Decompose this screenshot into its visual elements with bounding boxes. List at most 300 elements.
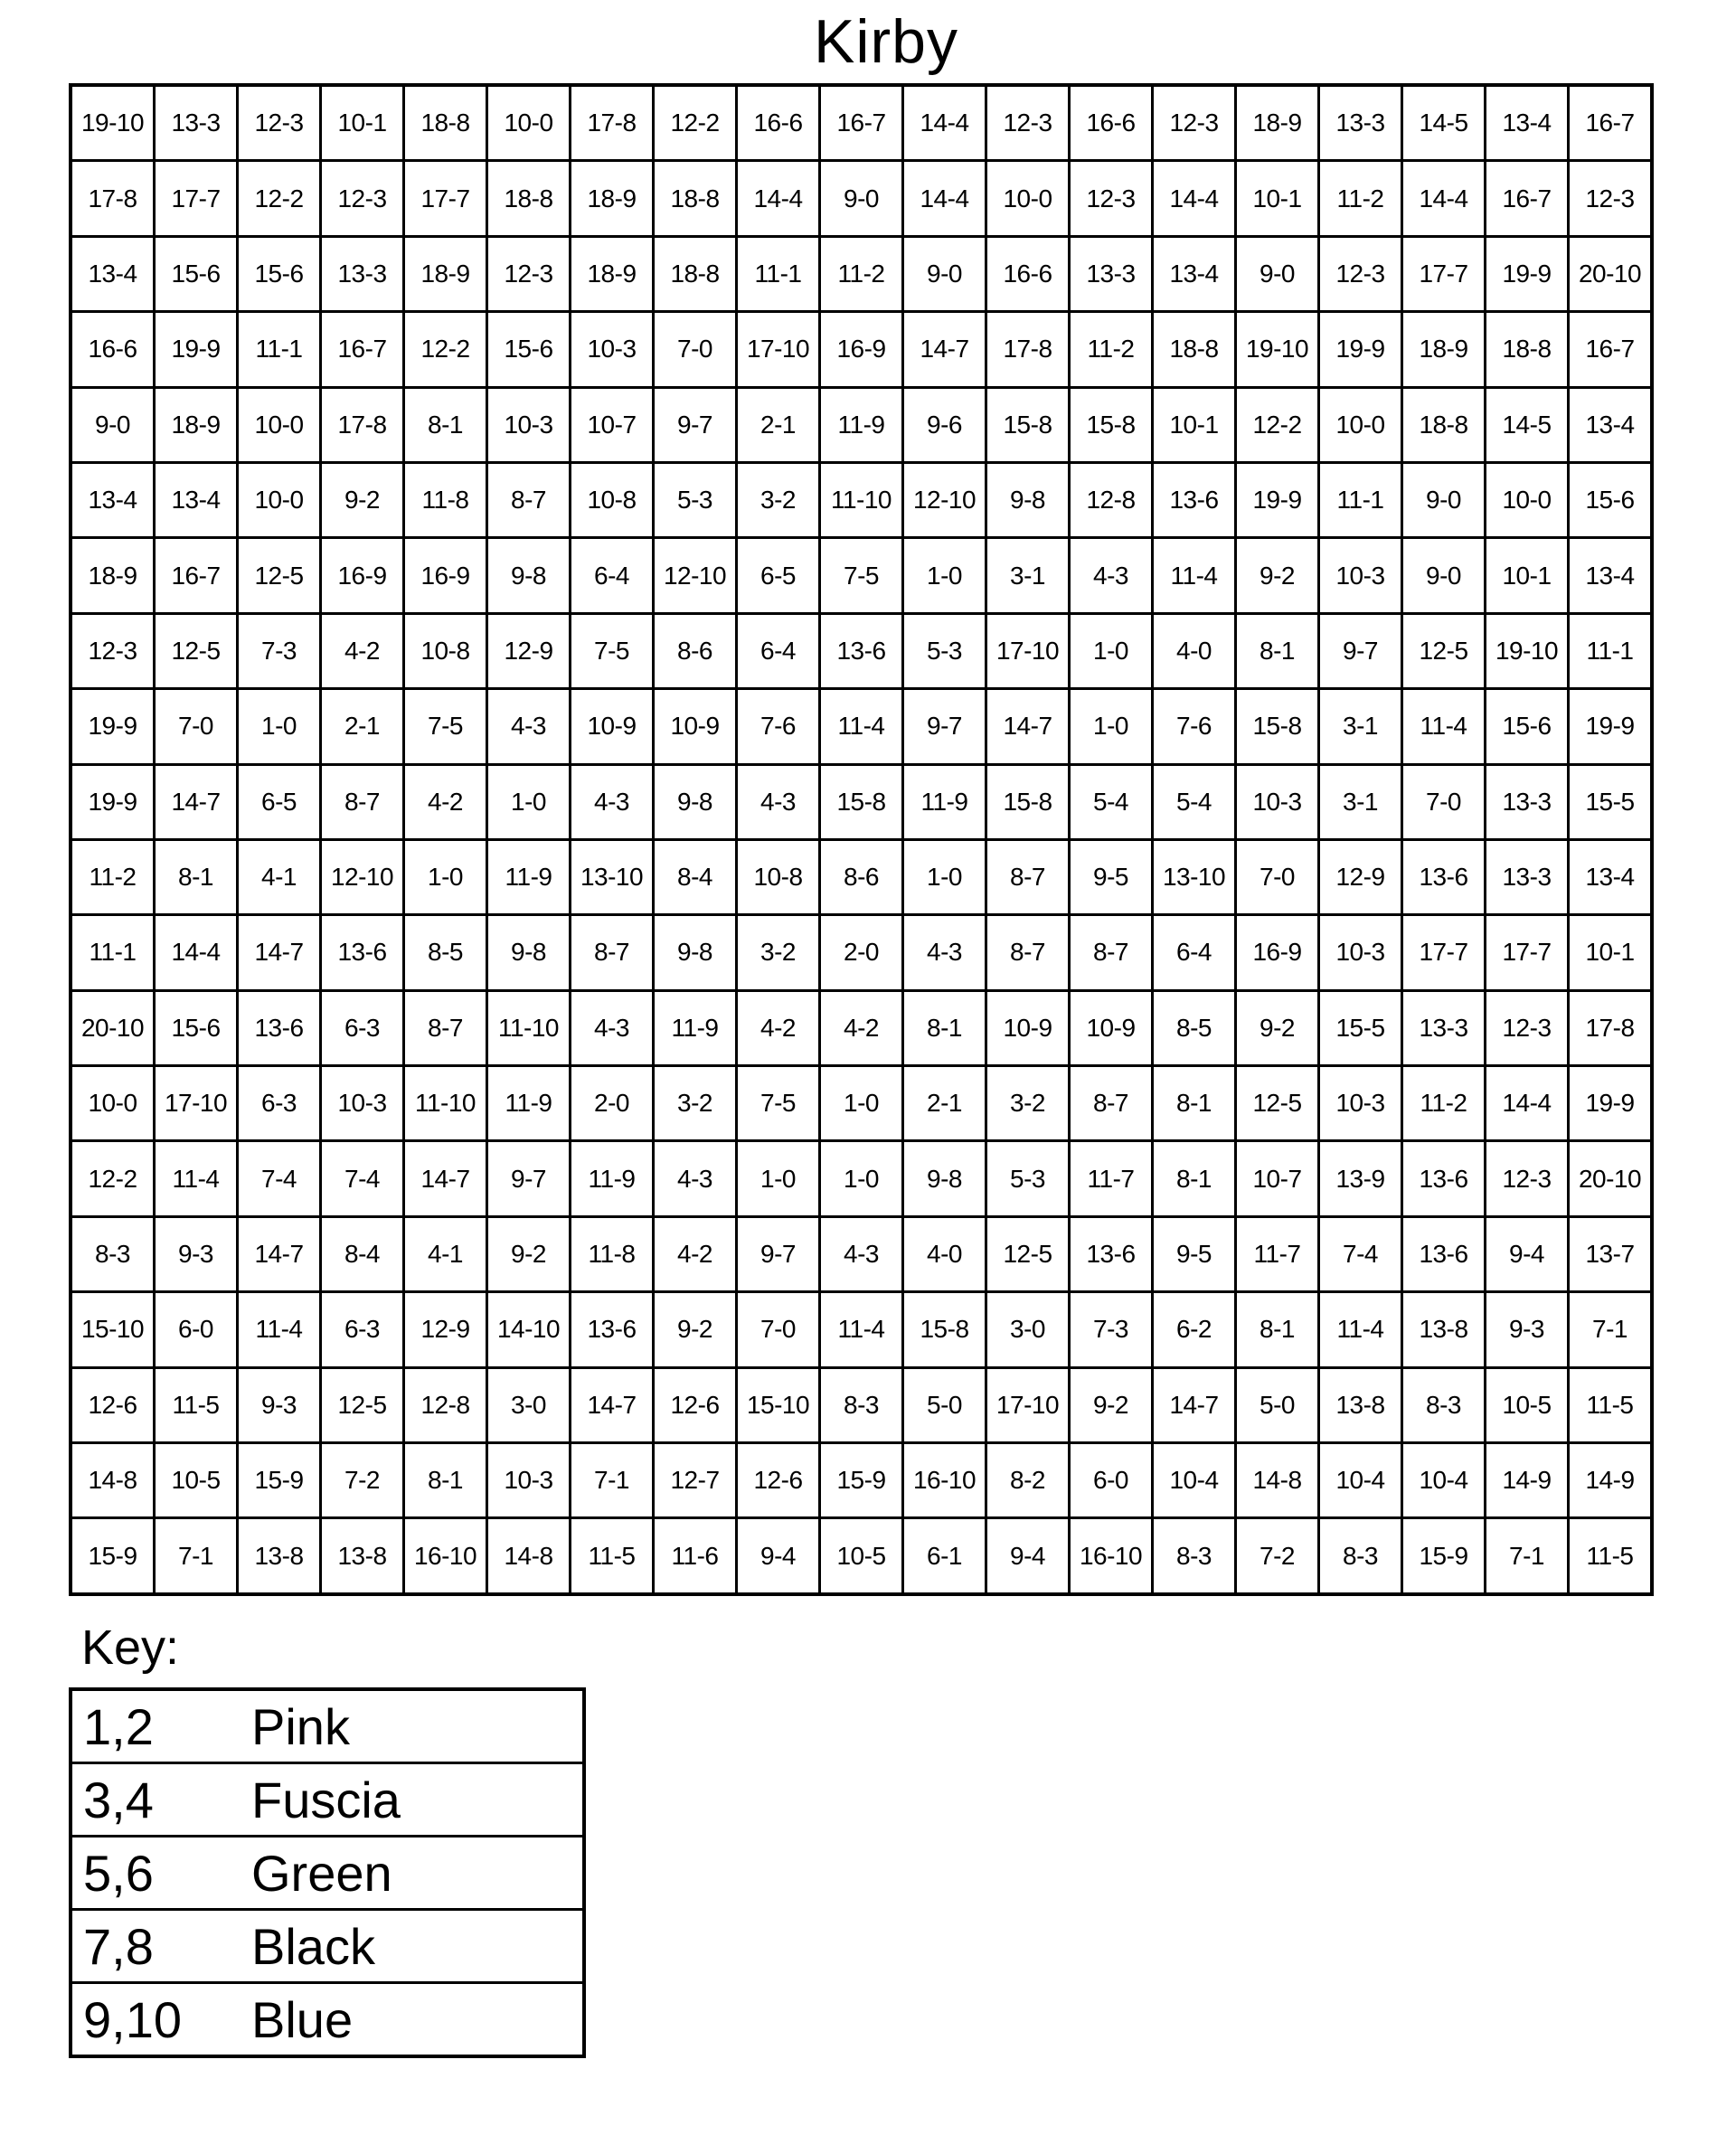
grid-cell: 11-7 <box>1236 1216 1319 1291</box>
grid-cell: 9-0 <box>71 387 155 462</box>
grid-cell: 6-4 <box>571 538 654 613</box>
grid-cell: 11-4 <box>1319 1292 1402 1367</box>
grid-cell: 8-7 <box>321 764 404 839</box>
grid-cell: 11-9 <box>571 1141 654 1216</box>
grid-cell: 12-6 <box>654 1367 737 1442</box>
grid-cell: 13-6 <box>238 990 321 1065</box>
grid-cell: 4-3 <box>903 915 986 990</box>
grid-cell: 17-10 <box>986 1367 1070 1442</box>
grid-cell: 13-8 <box>1402 1292 1486 1367</box>
grid-cell: 7-2 <box>1236 1518 1319 1594</box>
grid-cell: 13-3 <box>1319 85 1402 161</box>
grid-cell: 8-7 <box>571 915 654 990</box>
grid-cell: 13-10 <box>571 839 654 914</box>
grid-cell: 11-8 <box>571 1216 654 1291</box>
grid-cell: 9-7 <box>737 1216 820 1291</box>
grid-cell: 11-2 <box>1070 312 1153 387</box>
grid-cell: 10-4 <box>1153 1443 1236 1518</box>
grid-cell: 12-10 <box>321 839 404 914</box>
grid-cell: 13-6 <box>1402 839 1486 914</box>
grid-cell: 3-1 <box>1319 689 1402 764</box>
grid-cell: 11-4 <box>1402 689 1486 764</box>
grid-cell: 5-4 <box>1070 764 1153 839</box>
grid-row <box>71 839 1652 914</box>
grid-cell: 11-5 <box>155 1367 238 1442</box>
grid-cell: 6-3 <box>238 1066 321 1141</box>
grid-cell: 15-9 <box>238 1443 321 1518</box>
grid-cell: 10-5 <box>1486 1367 1569 1442</box>
grid-cell: 15-6 <box>155 990 238 1065</box>
grid-cell: 14-4 <box>737 161 820 236</box>
grid-cell: 16-10 <box>1070 1518 1153 1594</box>
grid-cell: 12-9 <box>404 1292 487 1367</box>
grid-cell: 12-8 <box>404 1367 487 1442</box>
grid-row <box>71 538 1652 613</box>
grid-cell: 1-0 <box>1070 689 1153 764</box>
grid-cell: 12-5 <box>238 538 321 613</box>
grid-cell: 2-0 <box>571 1066 654 1141</box>
grid-cell: 8-7 <box>986 839 1070 914</box>
grid-cell: 18-9 <box>1402 312 1486 387</box>
grid-cell: 7-5 <box>571 613 654 688</box>
grid-cell: 16-7 <box>321 312 404 387</box>
grid-cell: 12-5 <box>986 1216 1070 1291</box>
grid-cell: 3-0 <box>487 1367 571 1442</box>
grid-cell: 18-8 <box>1486 312 1569 387</box>
grid-cell: 8-1 <box>155 839 238 914</box>
key-numbers: 5,6 <box>71 1837 248 1910</box>
grid-cell: 10-1 <box>321 85 404 161</box>
grid-cell: 11-4 <box>1153 538 1236 613</box>
grid-cell: 8-3 <box>1153 1518 1236 1594</box>
grid-cell: 12-3 <box>1569 161 1653 236</box>
grid-cell: 10-9 <box>986 990 1070 1065</box>
grid-cell: 6-0 <box>1070 1443 1153 1518</box>
grid-cell: 7-4 <box>321 1141 404 1216</box>
grid-cell: 11-2 <box>1402 1066 1486 1141</box>
grid-cell: 4-0 <box>1153 613 1236 688</box>
grid-cell: 12-3 <box>1070 161 1153 236</box>
grid-cell: 1-0 <box>487 764 571 839</box>
key-row <box>71 1837 584 1910</box>
grid-cell: 16-7 <box>155 538 238 613</box>
grid-cell: 4-1 <box>238 839 321 914</box>
grid-cell: 14-4 <box>1402 161 1486 236</box>
grid-cell: 8-1 <box>1236 613 1319 688</box>
grid-cell: 4-3 <box>1070 538 1153 613</box>
grid-cell: 10-3 <box>487 1443 571 1518</box>
grid-cell: 15-10 <box>737 1367 820 1442</box>
grid-cell: 4-2 <box>404 764 487 839</box>
grid-cell: 17-10 <box>155 1066 238 1141</box>
grid-cell: 7-6 <box>1153 689 1236 764</box>
page-title: Kirby <box>814 7 958 76</box>
grid-cell: 10-5 <box>820 1518 903 1594</box>
grid-row <box>71 462 1652 537</box>
grid-cell: 17-7 <box>1402 236 1486 311</box>
grid-row <box>71 1518 1652 1594</box>
grid-cell: 10-9 <box>654 689 737 764</box>
grid-cell: 11-2 <box>71 839 155 914</box>
grid-cell: 7-4 <box>238 1141 321 1216</box>
key-numbers: 1,2 <box>71 1689 248 1763</box>
grid-cell: 7-5 <box>737 1066 820 1141</box>
grid-row <box>71 990 1652 1065</box>
grid-row <box>71 915 1652 990</box>
grid-cell: 14-7 <box>404 1141 487 1216</box>
grid-row <box>71 1443 1652 1518</box>
grid-cell: 9-3 <box>238 1367 321 1442</box>
grid-cell: 14-8 <box>1236 1443 1319 1518</box>
grid-cell: 14-8 <box>71 1443 155 1518</box>
grid-cell: 4-2 <box>737 990 820 1065</box>
grid-cell: 14-4 <box>155 915 238 990</box>
grid-cell: 19-10 <box>1486 613 1569 688</box>
grid-cell: 11-4 <box>820 1292 903 1367</box>
grid-cell: 14-7 <box>238 915 321 990</box>
grid-cell: 6-4 <box>1153 915 1236 990</box>
grid-row <box>71 161 1652 236</box>
grid-cell: 16-10 <box>404 1518 487 1594</box>
grid-cell: 11-5 <box>571 1518 654 1594</box>
grid-cell: 10-3 <box>1319 1066 1402 1141</box>
grid-cell: 5-3 <box>986 1141 1070 1216</box>
grid-cell: 13-4 <box>155 462 238 537</box>
grid-cell: 12-5 <box>1236 1066 1319 1141</box>
grid-cell: 9-4 <box>737 1518 820 1594</box>
grid-cell: 13-4 <box>1569 387 1653 462</box>
grid-cell: 15-5 <box>1319 990 1402 1065</box>
grid-cell: 9-8 <box>903 1141 986 1216</box>
grid-cell: 9-2 <box>654 1292 737 1367</box>
grid-cell: 16-6 <box>737 85 820 161</box>
grid-cell: 4-3 <box>654 1141 737 1216</box>
grid-cell: 16-9 <box>404 538 487 613</box>
grid-cell: 3-1 <box>1319 764 1402 839</box>
grid-cell: 16-7 <box>1486 161 1569 236</box>
grid-cell: 11-4 <box>155 1141 238 1216</box>
grid-cell: 12-6 <box>737 1443 820 1518</box>
grid-cell: 8-7 <box>1070 1066 1153 1141</box>
grid-cell: 9-5 <box>1153 1216 1236 1291</box>
grid-cell: 16-9 <box>820 312 903 387</box>
grid-cell: 6-3 <box>321 990 404 1065</box>
grid-cell: 18-9 <box>155 387 238 462</box>
grid-cell: 17-7 <box>1402 915 1486 990</box>
grid-cell: 9-5 <box>1070 839 1153 914</box>
key-row <box>71 1910 584 1983</box>
key-color-name: Green <box>248 1837 584 1910</box>
grid-cell: 3-2 <box>737 915 820 990</box>
grid-cell: 11-9 <box>487 1066 571 1141</box>
grid-row <box>71 236 1652 311</box>
grid-cell: 15-8 <box>986 764 1070 839</box>
grid-row <box>71 613 1652 688</box>
grid-body <box>71 85 1652 1594</box>
grid-cell: 7-5 <box>404 689 487 764</box>
grid-cell: 7-0 <box>1236 839 1319 914</box>
grid-cell: 3-2 <box>737 462 820 537</box>
grid-cell: 4-0 <box>903 1216 986 1291</box>
grid-cell: 16-7 <box>1569 85 1653 161</box>
grid-cell: 13-6 <box>820 613 903 688</box>
grid-cell: 13-6 <box>1070 1216 1153 1291</box>
grid-row <box>71 1292 1652 1367</box>
grid-cell: 9-8 <box>487 915 571 990</box>
grid-cell: 10-8 <box>571 462 654 537</box>
grid-cell: 18-9 <box>571 236 654 311</box>
grid-cell: 4-2 <box>321 613 404 688</box>
grid-cell: 13-8 <box>321 1518 404 1594</box>
grid-cell: 6-1 <box>903 1518 986 1594</box>
grid-row <box>71 312 1652 387</box>
grid-cell: 16-9 <box>321 538 404 613</box>
grid-cell: 11-1 <box>1569 613 1653 688</box>
grid-cell: 10-8 <box>404 613 487 688</box>
grid-cell: 10-0 <box>986 161 1070 236</box>
grid-cell: 8-1 <box>1153 1141 1236 1216</box>
grid-cell: 18-8 <box>404 85 487 161</box>
grid-cell: 19-9 <box>1569 1066 1653 1141</box>
grid-cell: 13-3 <box>155 85 238 161</box>
grid-cell: 14-4 <box>903 85 986 161</box>
grid-cell: 10-0 <box>1486 462 1569 537</box>
grid-cell: 7-0 <box>155 689 238 764</box>
grid-cell: 7-0 <box>1402 764 1486 839</box>
grid-cell: 18-8 <box>654 161 737 236</box>
grid-cell: 12-6 <box>71 1367 155 1442</box>
grid-cell: 9-7 <box>654 387 737 462</box>
grid-cell: 9-6 <box>903 387 986 462</box>
grid-cell: 11-10 <box>487 990 571 1065</box>
grid-cell: 12-9 <box>1319 839 1402 914</box>
grid-cell: 14-4 <box>903 161 986 236</box>
grid-cell: 8-7 <box>986 915 1070 990</box>
grid-cell: 14-7 <box>571 1367 654 1442</box>
grid-cell: 16-6 <box>71 312 155 387</box>
grid-cell: 9-4 <box>1486 1216 1569 1291</box>
grid-cell: 14-7 <box>903 312 986 387</box>
grid-cell: 17-7 <box>155 161 238 236</box>
grid-cell: 11-1 <box>737 236 820 311</box>
grid-cell: 14-7 <box>238 1216 321 1291</box>
grid-cell: 18-9 <box>1236 85 1319 161</box>
grid-cell: 8-7 <box>487 462 571 537</box>
grid-cell: 18-9 <box>71 538 155 613</box>
grid-cell: 17-8 <box>986 312 1070 387</box>
grid-cell: 4-3 <box>571 990 654 1065</box>
grid-row <box>71 1216 1652 1291</box>
grid-cell: 7-1 <box>155 1518 238 1594</box>
grid-cell: 10-3 <box>571 312 654 387</box>
grid-cell: 8-2 <box>986 1443 1070 1518</box>
grid-cell: 7-0 <box>654 312 737 387</box>
grid-cell: 14-4 <box>1486 1066 1569 1141</box>
grid-cell: 8-4 <box>654 839 737 914</box>
grid-cell: 15-8 <box>1070 387 1153 462</box>
grid-cell: 9-8 <box>487 538 571 613</box>
grid-cell: 8-7 <box>1070 915 1153 990</box>
grid-cell: 8-3 <box>1319 1518 1402 1594</box>
grid-cell: 17-8 <box>571 85 654 161</box>
grid-cell: 4-2 <box>820 990 903 1065</box>
grid-cell: 17-8 <box>321 387 404 462</box>
grid-cell: 11-4 <box>820 689 903 764</box>
grid-cell: 12-3 <box>986 85 1070 161</box>
grid-cell: 12-3 <box>1486 1141 1569 1216</box>
grid-cell: 11-9 <box>820 387 903 462</box>
grid-cell: 7-2 <box>321 1443 404 1518</box>
grid-cell: 1-0 <box>737 1141 820 1216</box>
grid-cell: 15-6 <box>238 236 321 311</box>
grid-cell: 11-7 <box>1070 1141 1153 1216</box>
grid-row <box>71 1066 1652 1141</box>
grid-cell: 1-0 <box>404 839 487 914</box>
grid-cell: 5-0 <box>1236 1367 1319 1442</box>
grid-cell: 15-9 <box>1402 1518 1486 1594</box>
grid-cell: 15-9 <box>820 1443 903 1518</box>
grid-cell: 17-10 <box>986 613 1070 688</box>
grid-cell: 15-6 <box>155 236 238 311</box>
grid-cell: 12-2 <box>404 312 487 387</box>
grid-cell: 13-8 <box>238 1518 321 1594</box>
grid-cell: 10-5 <box>155 1443 238 1518</box>
grid-cell: 12-3 <box>321 161 404 236</box>
grid-cell: 1-0 <box>820 1141 903 1216</box>
grid-cell: 8-6 <box>654 613 737 688</box>
grid-cell: 10-3 <box>1236 764 1319 839</box>
grid-cell: 11-8 <box>404 462 487 537</box>
grid-cell: 12-3 <box>487 236 571 311</box>
grid-cell: 1-0 <box>820 1066 903 1141</box>
grid-cell: 6-5 <box>238 764 321 839</box>
grid-cell: 20-10 <box>1569 1141 1653 1216</box>
grid-cell: 3-2 <box>654 1066 737 1141</box>
grid-cell: 14-9 <box>1569 1443 1653 1518</box>
color-by-number-grid <box>69 83 1654 1596</box>
grid-row <box>71 1141 1652 1216</box>
grid-cell: 12-3 <box>1319 236 1402 311</box>
grid-cell: 16-7 <box>820 85 903 161</box>
grid-cell: 1-0 <box>238 689 321 764</box>
grid-cell: 18-8 <box>487 161 571 236</box>
grid-cell: 14-9 <box>1486 1443 1569 1518</box>
grid-cell: 4-3 <box>820 1216 903 1291</box>
grid-cell: 15-8 <box>986 387 1070 462</box>
key-body <box>71 1689 584 2056</box>
grid-cell: 10-0 <box>71 1066 155 1141</box>
grid-cell: 17-10 <box>737 312 820 387</box>
grid-cell: 11-5 <box>1569 1518 1653 1594</box>
grid-cell: 3-2 <box>986 1066 1070 1141</box>
grid-cell: 12-5 <box>321 1367 404 1442</box>
grid-cell: 14-7 <box>986 689 1070 764</box>
grid-cell: 3-0 <box>986 1292 1070 1367</box>
grid-cell: 11-9 <box>903 764 986 839</box>
grid-cell: 12-2 <box>1236 387 1319 462</box>
key-color-name: Pink <box>248 1689 584 1763</box>
grid-cell: 15-8 <box>903 1292 986 1367</box>
grid-cell: 15-9 <box>71 1518 155 1594</box>
grid-cell: 10-7 <box>1236 1141 1319 1216</box>
grid-cell: 7-1 <box>1486 1518 1569 1594</box>
grid-cell: 8-3 <box>1402 1367 1486 1442</box>
grid-cell: 13-6 <box>321 915 404 990</box>
grid-cell: 11-1 <box>238 312 321 387</box>
grid-cell: 13-6 <box>571 1292 654 1367</box>
grid-cell: 6-3 <box>321 1292 404 1367</box>
key-color-name: Blue <box>248 1983 584 2057</box>
grid-cell: 17-8 <box>1569 990 1653 1065</box>
grid-cell: 10-1 <box>1486 538 1569 613</box>
grid-cell: 12-2 <box>71 1141 155 1216</box>
grid-cell: 13-7 <box>1569 1216 1653 1291</box>
grid-cell: 2-0 <box>820 915 903 990</box>
grid-cell: 7-0 <box>737 1292 820 1367</box>
grid-cell: 4-1 <box>404 1216 487 1291</box>
grid-cell: 4-3 <box>737 764 820 839</box>
grid-cell: 2-1 <box>321 689 404 764</box>
grid-cell: 13-4 <box>1569 839 1653 914</box>
grid-cell: 18-9 <box>404 236 487 311</box>
grid-cell: 19-9 <box>1569 689 1653 764</box>
grid-cell: 19-9 <box>1236 462 1319 537</box>
grid-cell: 9-3 <box>1486 1292 1569 1367</box>
grid-cell: 9-0 <box>903 236 986 311</box>
grid-cell: 14-7 <box>1153 1367 1236 1442</box>
grid-cell: 15-10 <box>71 1292 155 1367</box>
grid-cell: 12-3 <box>1486 990 1569 1065</box>
grid-cell: 13-4 <box>1153 236 1236 311</box>
grid-cell: 8-6 <box>820 839 903 914</box>
grid-cell: 12-5 <box>1402 613 1486 688</box>
grid-cell: 9-7 <box>903 689 986 764</box>
grid-cell: 10-4 <box>1319 1443 1402 1518</box>
grid-cell: 16-6 <box>986 236 1070 311</box>
grid-cell: 7-1 <box>1569 1292 1653 1367</box>
grid-cell: 19-9 <box>1486 236 1569 311</box>
grid-cell: 8-5 <box>1153 990 1236 1065</box>
grid-cell: 9-7 <box>1319 613 1402 688</box>
grid-cell: 11-1 <box>1319 462 1402 537</box>
grid-cell: 13-6 <box>1402 1141 1486 1216</box>
key-row <box>71 1689 584 1763</box>
grid-cell: 9-2 <box>1236 538 1319 613</box>
grid-cell: 4-3 <box>571 764 654 839</box>
grid-cell: 16-9 <box>1236 915 1319 990</box>
grid-cell: 3-1 <box>986 538 1070 613</box>
grid-cell: 13-9 <box>1319 1141 1402 1216</box>
grid-cell: 12-10 <box>903 462 986 537</box>
key-numbers: 3,4 <box>71 1763 248 1837</box>
grid-cell: 15-8 <box>1236 689 1319 764</box>
grid-cell: 6-2 <box>1153 1292 1236 1367</box>
grid-cell: 10-7 <box>571 387 654 462</box>
grid-cell: 13-3 <box>1402 990 1486 1065</box>
grid-cell: 18-9 <box>571 161 654 236</box>
grid-cell: 13-4 <box>71 236 155 311</box>
grid-cell: 13-3 <box>1070 236 1153 311</box>
grid-cell: 12-3 <box>71 613 155 688</box>
grid-cell: 10-3 <box>1319 915 1402 990</box>
grid-cell: 7-6 <box>737 689 820 764</box>
grid-cell: 12-5 <box>155 613 238 688</box>
grid-cell: 9-2 <box>321 462 404 537</box>
grid-cell: 13-6 <box>1402 1216 1486 1291</box>
key-row <box>71 1983 584 2057</box>
grid-cell: 1-0 <box>903 538 986 613</box>
grid-cell: 11-9 <box>487 839 571 914</box>
